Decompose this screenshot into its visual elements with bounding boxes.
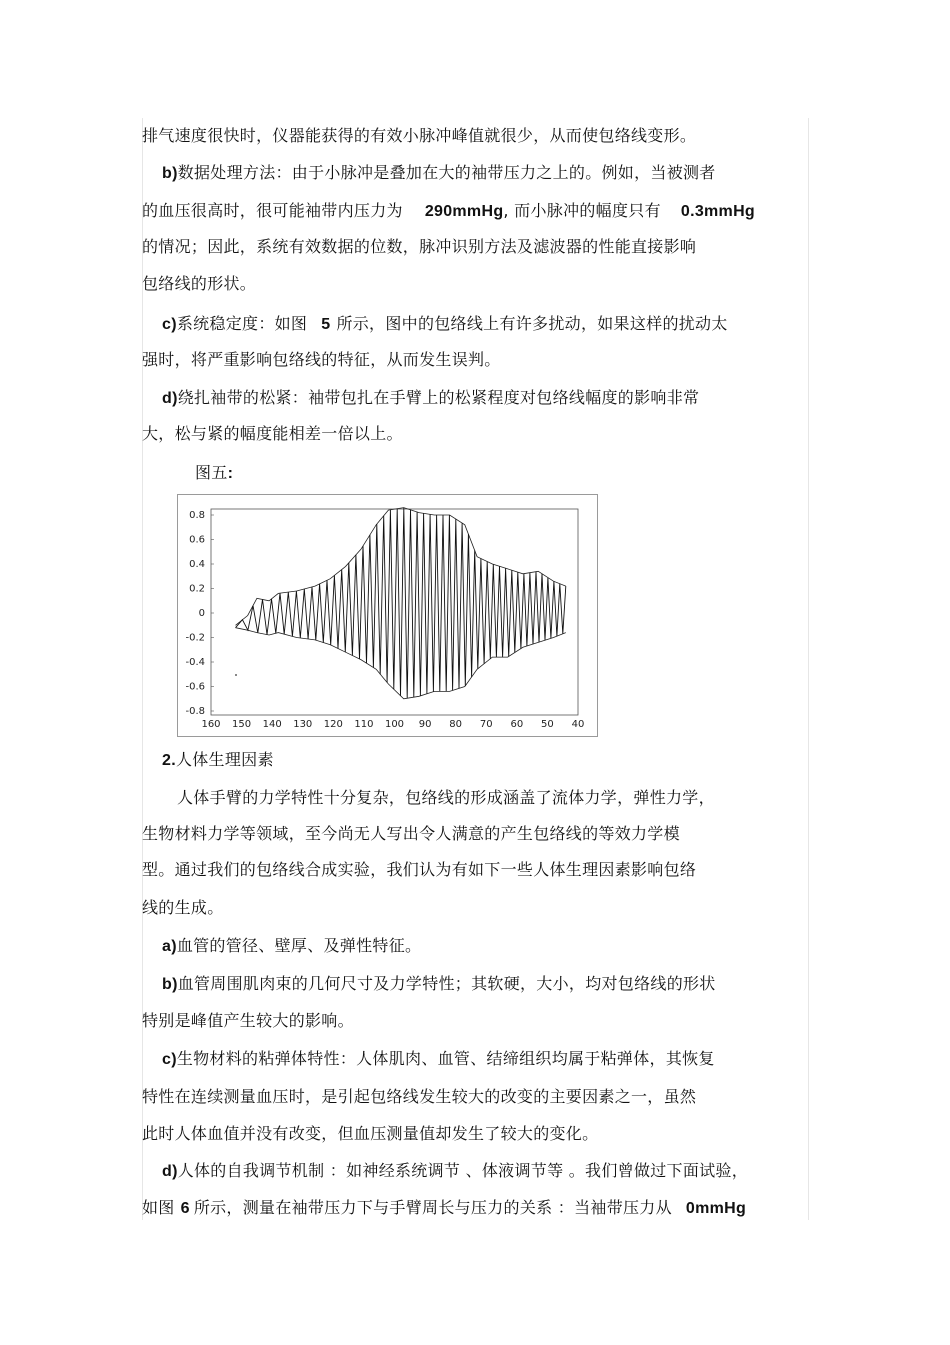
stray-dot xyxy=(235,674,237,676)
caption-colon: : xyxy=(227,465,234,482)
text-segment: 人体手臂的力学特性十分复杂，包络线的形成涵盖了流体力学，弹性力学， xyxy=(177,788,715,807)
item-label: d) xyxy=(162,1163,178,1180)
x-tick-label: 90 xyxy=(418,719,432,730)
y-tick-label: 0.2 xyxy=(189,583,205,595)
text-segment: 线的生成。 xyxy=(142,898,224,917)
x-tick-label: 120 xyxy=(323,719,343,730)
x-tick-label: 160 xyxy=(201,719,221,730)
envelope-chart-svg xyxy=(178,495,597,736)
paragraph-line xyxy=(142,236,696,258)
y-tick-label: 0.6 xyxy=(189,534,205,546)
item-label: c) xyxy=(162,316,177,333)
text-segment: 人体生理因素 xyxy=(175,750,274,769)
y-tick-label: -0.6 xyxy=(185,681,205,693)
x-tick-label: 130 xyxy=(293,719,313,730)
item-label: b) xyxy=(162,976,178,993)
item-label: a) xyxy=(162,938,177,955)
item-label: 2. xyxy=(162,752,176,769)
list-item xyxy=(162,387,699,410)
item-label: c) xyxy=(162,1051,177,1068)
paragraph-line xyxy=(142,1197,746,1220)
item-label: b) xyxy=(162,165,178,182)
y-tick-label: 0 xyxy=(198,608,205,619)
paragraph-line xyxy=(142,1086,696,1108)
text-segment: 强时，将严重影响包络线的特征，从而发生误判。 xyxy=(142,350,501,369)
bold-value: 290mmHg xyxy=(424,203,504,220)
text-segment: 大，松与紧的幅度能相差一倍以上。 xyxy=(142,424,403,443)
paragraph-line xyxy=(142,423,403,445)
list-item xyxy=(162,749,274,772)
text-segment: 特性在连续测量血压时，是引起包络线发生较大的改变的主要因素之一，虽然 xyxy=(142,1087,697,1106)
list-item xyxy=(162,1048,715,1071)
list-item xyxy=(162,935,421,958)
paragraph-line xyxy=(142,897,224,919)
text-segment: 所示，测量在袖带压力下与手臂周长与压力的关系 ：当袖带压力从 xyxy=(193,1198,672,1217)
text-segment: 生物材料力学等领域，至今尚无人写出令人满意的产生包络线的等效力学模 xyxy=(142,824,680,843)
text-segment: 人体的自我调节机制 ：如神经系统调节 、体液调节等 。我们曾做过下面试验， xyxy=(177,1161,749,1180)
paragraph-line xyxy=(142,200,755,223)
pulse-oscillation-series xyxy=(236,508,566,699)
paragraph-line xyxy=(142,273,256,295)
figure-caption xyxy=(195,462,233,485)
paragraph-line xyxy=(142,823,680,845)
bold-value: 0mmHg xyxy=(685,1200,747,1217)
y-tick-label: -0.2 xyxy=(185,632,205,644)
paragraph-line xyxy=(177,787,715,809)
y-tick-label: 0.4 xyxy=(189,559,205,570)
x-tick-label: 140 xyxy=(262,719,282,730)
x-tick-label: 50 xyxy=(541,719,554,730)
text-segment: 血管周围肌肉束的几何尺寸及力学特性；其软硬，大小，均对包络线的形状 xyxy=(177,974,716,993)
figure-5-chart xyxy=(177,494,598,737)
list-item xyxy=(162,313,728,336)
text-segment: 型。通过我们的包络线合成实验，我们认为有如下一些人体生理因素影响包络 xyxy=(142,860,697,879)
text-segment: 此时人体血值并没有改变，但血压测量值却发生了较大的变化。 xyxy=(142,1124,599,1143)
text-segment: 的情况；因此，系统有效数据的位数，脉冲识别方法及滤波器的性能直接影响 xyxy=(142,237,697,256)
list-item xyxy=(162,162,716,185)
y-tick-label: -0.8 xyxy=(185,706,205,717)
text-segment: 数据处理方法：由于小脉冲是叠加在大的袖带压力之上的。例如，当被测者 xyxy=(177,163,716,182)
paragraph-line xyxy=(142,859,696,881)
bold-value: 6 xyxy=(180,1200,190,1217)
caption-text: 图五 xyxy=(195,463,228,482)
bold-value: 5 xyxy=(321,316,331,333)
text-segment: 生物材料的粘弹体特性：人体肌肉、血管、结缔组织均属于粘弹体，其恢复 xyxy=(176,1049,715,1068)
text-segment: 的血压很高时，很可能袖带内压力为 xyxy=(142,201,403,220)
x-tick-label: 150 xyxy=(232,719,252,730)
paragraph-line xyxy=(142,349,501,371)
text-segment: 血管的管径、壁厚、及弹性特征。 xyxy=(176,936,422,955)
y-tick-label: -0.4 xyxy=(185,657,205,668)
paragraph-line xyxy=(142,125,696,147)
x-tick-label: 110 xyxy=(354,719,374,730)
text-segment: 包络线的形状。 xyxy=(142,274,257,293)
list-item xyxy=(162,1160,748,1183)
text-segment: 绕扎袖带的松紧：袖带包扎在手臂上的松紧程度对包络线幅度的影响非常 xyxy=(177,388,700,407)
paragraph-line xyxy=(142,1010,354,1032)
list-item xyxy=(162,973,716,996)
x-tick-label: 70 xyxy=(479,719,493,730)
text-segment: , 而小脉冲的幅度只有 xyxy=(503,201,661,220)
paragraph-line xyxy=(142,1123,598,1145)
x-tick-label: 60 xyxy=(510,719,524,730)
x-tick-label: 40 xyxy=(571,719,585,730)
item-label: d) xyxy=(162,390,178,407)
text-segment: 特别是峰值产生较大的影响。 xyxy=(142,1011,354,1030)
text-segment: 如图 xyxy=(142,1198,175,1217)
bold-value: 0.3mmHg xyxy=(680,203,755,220)
text-segment: 系统稳定度：如图 xyxy=(176,314,308,333)
plot-frame xyxy=(211,509,578,715)
x-tick-label: 100 xyxy=(384,719,405,730)
x-tick-label: 80 xyxy=(449,719,463,730)
y-tick-label: 0.8 xyxy=(189,510,205,521)
text-segment: 排气速度很快时，仪器能获得的有效小脉冲峰值就很少，从而使包络线变形。 xyxy=(142,126,697,145)
text-segment: 所示，图中的包络线上有许多扰动，如果这样的扰动太 xyxy=(336,314,728,333)
